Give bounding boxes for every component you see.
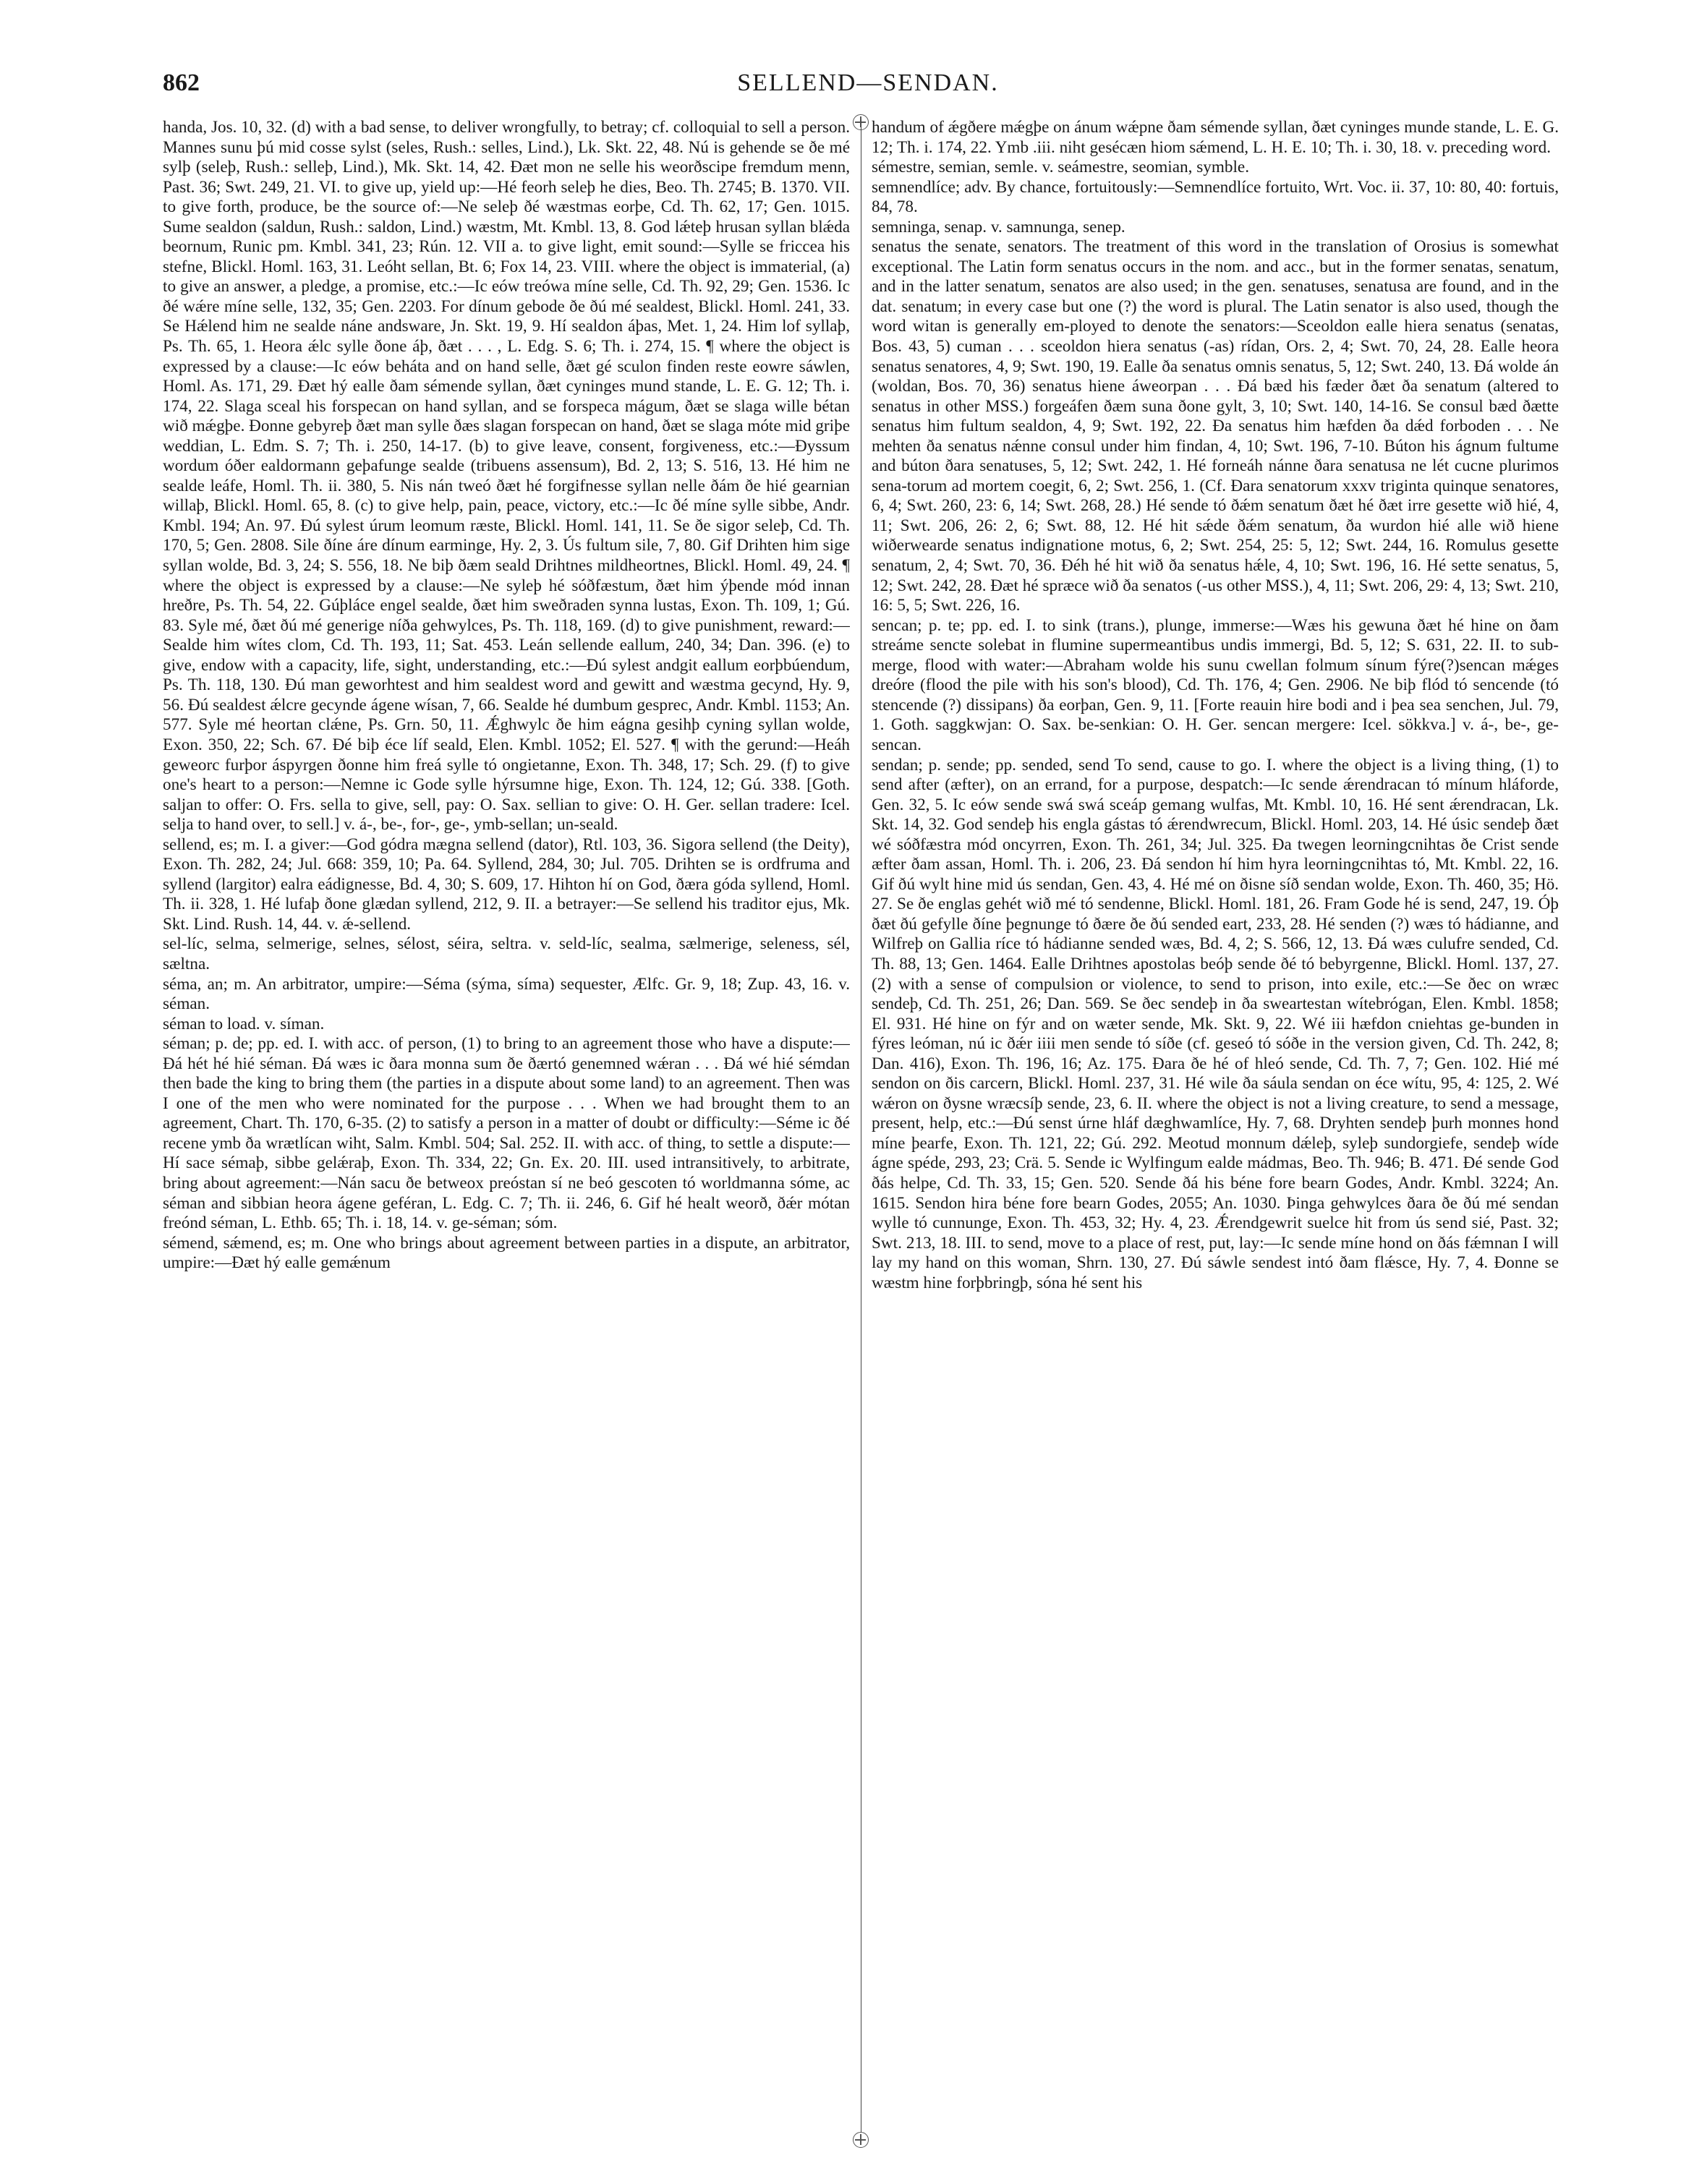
right-column xyxy=(872,118,1559,2136)
page-header xyxy=(163,69,1573,110)
entry-paragraph: sel-líc, selma, selmerige, selnes, sélost, séira, seltra. v. seld-líc, sealma, sælmerige, seleness, sél, sæltna. xyxy=(163,934,850,973)
entry-paragraph: sencan; p. te; pp. ed. I. to sink (trans.), plunge, immerse:—Wæs his gewuna ðæt hé hine on ðam streáme sencte solebat in flumine supermeantibus undis immergi, Bd. 5, 12; S. 631, 22. II. to sub-merge, flood with water:—Abraham wolde his sunu cwellan folmum sínum fýre(?)sencan mǽges dreóre (flood the pile with his son's blood), Cd. Th. 176, 4; Gen. 2906. Ne biþ flód tó sencende (tó stencende (?) dissipans) ða eorþan, Gen. 9, 11. [Forte reauin hire bodi and i þea sea senchen, Jul. 79, 1. Goth. saggkwjan: O. Sax. be-senkian: O. H. Ger. sencan mergere: Icel. sökkva.] v. á-, be-, ge-sencan. xyxy=(872,615,1559,754)
entry-paragraph: senatus the senate, senators. The treatment of this word in the translation of Orosius is somewhat exceptional. The Latin form senatus occurs in the nom. and acc., but in the former senatas, senatum, and in the latter senatum, senatos are also used; in the gen. senatuses, senatusa are found, and in the dat. senatum; in every case but one (?) the word is plural. The Latin senator is also used, though the word witan is generally em-ployed to denote the senators:—Sceoldon ealle hiera senatus (senatas, Bos. 43, 5) cuman . . . sceoldon hiera senatus (-as) rídan, Ors. 2, 4; Swt. 70, 24, 28. Ealle heora senatus senatores, 4, 9; Swt. 190, 19. Ealle ða senatus omnis senatus, 5, 12; Swt. 240, 13. Ðá wolde án (woldan, Bos. 70, 36) senatus hiene áweorpan . . . Ðá bæd his fæder ðæt ða senatum (altered to senatus in other MSS.) forgeáfen ðæm suna ðone gylt, 3, 10; Swt. 140, 14-16. Se consul bæd ðætte senatus him fultum sealdon, 4, 9; Swt. 192, 22. Ða senatus him hæfden ða dǽd forboden . . . Ne mehten ða senatus nǽnne consul under him findan, 4, 10; Swt. 196, 7-10. Búton his ágnum fultume and búton ðara senatuses, 5, 12; Swt. 242, 1. Hé forneáh nánne ðara senatusa ne lét cucne plurimos sena-torum ad mortem coegit, 6, 2; Swt. 256, 1. (Cf. Ðara senatorum xxxv triginta quinque senatores, 6, 4; Swt. 260, 23: 6, 14; Swt. 268, 28.) Hé sende tó ðǽm senatum ðæt hé ðæt irre gesette wið hié, 4, 11; Swt. 206, 26: 2, 6; Swt. 88, 12. Hé hit sǽde ðǽm senatum, ða wurdon hié alle wið hiene wiðerwearde senatus indignatione motus, 6, 2; Swt. 254, 25: 5, 12; Swt. 244, 16. Romulus gesette senatum, 2, 4; Swt. 70, 36. Ðéh hé hit wið ða senatus hǽle, 4, 10; Swt. 196, 16. Hé sette senatus, 5, 12; Swt. 242, 28. Ðæt hé spræce wið ða senatos (-us other MSS.), 4, 11; Swt. 206, 29: 4, 13; Swt. 210, 16: 5, 5; Swt. 226, 16. xyxy=(872,237,1559,615)
entry-paragraph: séma, an; m. An arbitrator, umpire:—Séma (sýma, síma) sequester, Ælfc. Gr. 9, 18; Zup. 43, 16. v. séman. xyxy=(163,974,850,1014)
entry-paragraph: sémestre, semian, semle. v. seámestre, seomian, symble. xyxy=(872,158,1250,177)
entry-paragraph: sémend, sǽmend, es; m. One who brings about agreement between parties in a dispute, an arbitrator, umpire:—Ðæt hý ealle gemǽnum xyxy=(163,1233,850,1273)
entry-paragraph: semninga, senap. v. samnunga, senep. xyxy=(872,217,1125,236)
page-number: 862 xyxy=(163,69,200,96)
left-column xyxy=(163,118,850,2136)
entry-paragraph: handum of ǽgðere mǽgþe on ánum wǽpne ðam sémende syllan, ðæt cyninges munde stande, L. E. G. 12; Th. i. 174, 22. Ymb .iii. niht gesécæn hiom sǽmend, L. H. E. 10; Th. i. 30, 18. v. preceding word. xyxy=(872,118,1559,157)
running-head: SELLEND—SENDAN. xyxy=(737,69,999,96)
entry-paragraph: semnendlíce; adv. By chance, fortuitously:—Semnendlíce fortuito, Wrt. Voc. ii. 37, 10: 80, 40: fortuis, 84, 78. xyxy=(872,177,1559,217)
entry-paragraph: sendan; p. sende; pp. sended, send To send, cause to go. I. where the object is a living thing, (1) to send after (æfter), on an errand, for a purpose, despatch:—Ic sende ǽrendracan tó mínum hláforde, Gen. 32, 5. Ic eów sende swá swá sceáp gemang wulfas, Mt. Kmbl. 10, 16. Hé sent ǽrendracan, Lk. Skt. 14, 32. God sendeþ his engla gástas tó ǽrendwrecum, Blickl. Homl. 203, 14. Hé úsic sendeþ ðæt wé sóðfæstra mód oncyrren, Exon. Th. 261, 34; Jul. 325. Ða twegen leorningcnihtas ðe Crist sende æfter ðam assan, Homl. Th. i. 206, 23. Ðá sendon hí him hyra leorningcnihtas tó, Mt. Kmbl. 22, 16. Gif ðú wylt hine mid ús sendan, Gen. 43, 4. Hé mé on ðisne síð sendan wolde, Exon. Th. 460, 35; Hö. 27. Se ðe englas gehét wið mé tó sendenne, Blickl. Homl. 181, 26. Fram Gode hé is send, 247, 19. Óþ ðæt ðú gefylle ðíne þegnunge tó ðære ðe ðú sended eart, 233, 28. Hé senden (?) wæs tó hádianne, and Wilfreþ on Gallia ríce tó hádianne sended wæs, Bd. 4, 2; S. 566, 12, 13. Ðá wæs culufre sended, Cd. Th. 88, 13; Gen. 1464. Ealle Drihtnes apostolas beóþ sende ðé tó bebyrgenne, Blickl. Homl. 137, 27. (2) with a sense of compulsion or violence, to send to prison, into exile, etc.:—Se ðec on wræc sendeþ, Cd. Th. 251, 26; Dan. 569. Se ðec sendeþ in ða sweartestan wítebrógan, Elen. Kmbl. 1858; El. 931. Hé hine on fýr and on wæter sende, Mk. Skt. 9, 22. Wé iii hæfdon cniehtas ge-bunden in fýres leóman, nú ic ðǽr iiii men sende tó síðe (cf. geseó tó sóðe in the version given, Cd. Th. 242, 8; Dan. 416), Exon. Th. 196, 16; Az. 175. Ðara ðe hé of hleó sende, Cd. Th. 7, 7; Gen. 102. Hié mé sendon on ðis carcern, Blickl. Homl. 237, 31. Hé wile ða sáula sendan on éce wítu, 95, 4: 125, 2. Wé wǽron on ðysne wræcsíþ sende, 23, 6. II. where the object is not a living creature, to send a message, present, help, etc.:—Ðú senst úrne hláf dæghwamlíce, Hy. 7, 68. Dryhten sendeþ þurh monnes hond míne þearfe, Exon. Th. 121, 22; Gú. 292. Meotud monnum dǽleþ, syleþ sundorgiefe, sendeþ wíde ágne spéde, 293, 23; Crä. 5. Sende ic Wylfingum ealde mádmas, Beo. Th. 946; B. 471. Ðé sende God ðás helpe, Cd. Th. 33, 15; Gen. 520. Sende ðá his béne fore bearn Godes, Andr. Kmbl. 3224; An. 1615. Sendon hira béne fore bearn Godes, 2055; An. 1030. Þinga gehwylces ðara ðe ðú mé sendan wylle tó cunnunge, Exon. Th. 453, 32; Hy. 4, 23. Ǽrendgewrit suelce hit from ús send sié, Past. 32; Swt. 213, 18. III. to send, move to a place of rest, put, lay:—Ic sende míne hond on ðás fǽmnan I will lay my hand on this woman, Shrn. 130, 27. Ðú sáwle sendest intó ðam flǽsce, Hy. 7, 4. Ðonne se wæstm hine forþbringþ, sóna hé sent his xyxy=(872,755,1559,1292)
entry-paragraph: séman; p. de; pp. ed. I. with acc. of person, (1) to bring to an agreement those who have a dispute:—Ðá hét hé hié séman. Ðá wæs ic ðara monna sum ðe ðærtó genemned wǽran . . . Ðá wé hié sémdan then bade the king to bring them (the parties in a dispute about some land) to an agreement. Then was I one of the men who were nominated for the purpose . . . When we had brought them to an agreement, Chart. Th. 170, 6-35. (2) to satisfy a person in a matter of doubt or difficulty:—Séme ic ðé recene ymb ða wrætlícan wiht, Salm. Kmbl. 504; Sal. 252. II. with acc. of thing, to settle a dispute:—Hí sace sémaþ, sibbe gelǽraþ, Exon. Th. 334, 22; Gn. Ex. 20. III. used intransitively, to arbitrate, bring about agreement:—Nán sacu ðe betweox preóstan sí ne beó gescoten tó worldmanna sóme, ac séman and sibbian heora ágene geféran, L. Edg. C. 7; Th. ii. 246, 6. Gif hé healt weorð, ðǽr mótan freónd séman, L. Ethb. 65; Th. i. 18, 14. v. ge-séman; sóm. xyxy=(163,1034,850,1233)
entry-paragraph: sellend, es; m. I. a giver:—God gódra mægna sellend (dator), Rtl. 103, 36. Sigora sellend (the Deity), Exon. Th. 282, 24; Jul. 668: 359, 10; Pa. 64. Syllend, 284, 30; Jul. 705. Drihten se is ordfruma and syllend (largitor) ealra eádignesse, Bd. 4, 30; S. 609, 17. Hihton hí on God, ðæra góda syllend, Homl. Th. ii. 328, 1. Hé lufaþ ðone glædan syllend, 212, 9. II. a betrayer:—Se sellend his traditor ejus, Mk. Skt. Lind. Rush. 14, 44. v. ǽ-sellend. xyxy=(163,835,850,934)
entry-paragraph: handa, Jos. 10, 32. (d) with a bad sense, to deliver wrongfully, to betray; cf. colloquial to sell a person. Mannes sunu þú mid cosse sylst (seles, Rush.: selles, Lind.), Lk. Skt. 22, 48. Nú is gehende se ðe mé sylþ (seleþ, Rush.: selleþ, Lind.), Mk. Skt. 14, 42. Ðæt mon ne selle his weorðscipe fremdum menn, Past. 36; Swt. 249, 21. VI. to give up, yield up:—Hé feorh seleþ he dies, Beo. Th. 2745; B. 1370. VII. to give forth, produce, be the source of:—Ne seleþ ðé wæstmas eorþe, Cd. Th. 62, 17; Gen. 1015. Sume sealdon (saldun, Rush.: saldon, Lind.) wæstm, Mt. Kmbl. 13, 8. God lǽteþ hrusan syllan blǽda beornum, Runic pm. Kmbl. 341, 23; Rún. 12. VII a. to give light, emit sound:—Sylle se friccea his stefne, Blickl. Homl. 163, 31. Leóht sellan, Bt. 6; Fox 14, 23. VIII. where the object is immaterial, (a) to give an answer, a pledge, a promise, etc.:—Ic eów treówa míne selle, Cd. Th. 92, 29; Gen. 1536. Ic ðé wǽre míne selle, 132, 35; Gen. 2203. For dínum gebode ðe ðú mé sealdest, Blickl. Homl. 241, 33. Se Hǽlend him ne sealde náne andsware, Jn. Skt. 19, 9. Hí sealdon áþas, Met. 1, 24. Him lof syllaþ, Ps. Th. 65, 1. Heora ǽlc sylle ðone áþ, ðæt . . . , L. Edg. S. 6; Th. i. 274, 15. ¶ where the object is expressed by a clause:—Ic eów beháta and on hand selle, ðæt gé sculon finden reste eowre sáwlen, Homl. As. 171, 29. Ðæt hý ealle ðam sémende syllan, ðæt cyninges mund stande, L. E. G. 12; Th. i. 174, 22. Slaga sceal his forspecan on hand syllan, and se forspeca mágum, ðæt se slaga wille bétan wið mǽgþe. Ðonne gebyreþ ðæt man sylle ðæs slagan forspecan on hand, ðæt se slaga móte mid griþe weddian, L. Edm. S. 7; Th. i. 250, 14-17. (b) to give leave, consent, forgiveness, etc.:—Ðyssum wordum óðer ealdormann geþafunge sealde (tribuens assensum), Bd. 2, 13; S. 516, 13. Hé him ne sealde leáfe, Homl. Th. ii. 380, 5. Nis nán tweó ðæt hé forgifnesse syllan nelle ðám ðe hié gearnian willaþ, Blickl. Homl. 65, 8. (c) to give help, pain, peace, victory, etc.:—Ic ðé míne sylle sibbe, Andr. Kmbl. 194; An. 97. Ðú sylest úrum leomum ræste, Blickl. Homl. 141, 11. Se ðe sigor seleþ, Cd. Th. 170, 5; Gen. 2808. Sile ðíne áre dínum earminge, Hy. 2, 3. Ús fultum sile, 7, 80. Gif Drihten him sige syllan wolde, Bd. 3, 24; S. 556, 18. Ne biþ ðæm seald Drihtnes mildheortnes, Blickl. Homl. 49, 24. ¶ where the object is expressed by a clause:—Ne syleþ hé sóðfæstum, ðæt him ýþende mód innan hreðre, Ps. Th. 54, 22. Gúþláce engel sealde, ðæt him sweðraden synna lustas, Exon. Th. 109, 1; Gú. 83. Syle mé, ðæt ðú mé generige níða gehwylces, Ps. Th. 118, 169. (d) to give punishment, reward:—Sealde him wítes clom, Cd. Th. 193, 11; Sat. 453. Leán sellende eallum, 240, 34; Dan. 396. (e) to give, endow with a capacity, life, sight, understanding, etc.:—Ðú sylest andgit eallum eorþbúendum, Ps. Th. 118, 130. Ðú man geworhtest and him sealdest word and gewitt and wæstma gecynd, Hy. 9, 56. Ðú sealdest ǽlcre gecynde ágene wísan, 7, 66. Sealde hé dumbum gesprec, Andr. Kmbl. 1153; An. 577. Syle mé heortan clǽne, Ps. Grn. 50, 11. Ǽghwylc ðe him eágna gesihþ cyning syllan wolde, Exon. 350, 22; Sch. 67. Ðé biþ éce líf seald, Elen. Kmbl. 1052; El. 527. ¶ with the gerund:—Heáh geweorc furþor áspyrgen ðonne him freá sylle tó ongietanne, Exon. Th. 348, 17; Sch. 29. (f) to give one's heart to a person:—Nemne ic Gode sylle hýrsumne hige, Exon. Th. 124, 12; Gú. 338. [Goth. saljan to offer: O. Frs. sella to give, sell, pay: O. Sax. sellian to give: O. H. Ger. sellan tradere: Icel. selja to hand over, to sell.] v. á-, be-, for-, ge-, ymb-sellan; un-seald. xyxy=(163,118,850,835)
crosshair-mark-icon xyxy=(853,2132,869,2148)
entry-paragraph: séman to load. v. síman. xyxy=(163,1014,325,1033)
